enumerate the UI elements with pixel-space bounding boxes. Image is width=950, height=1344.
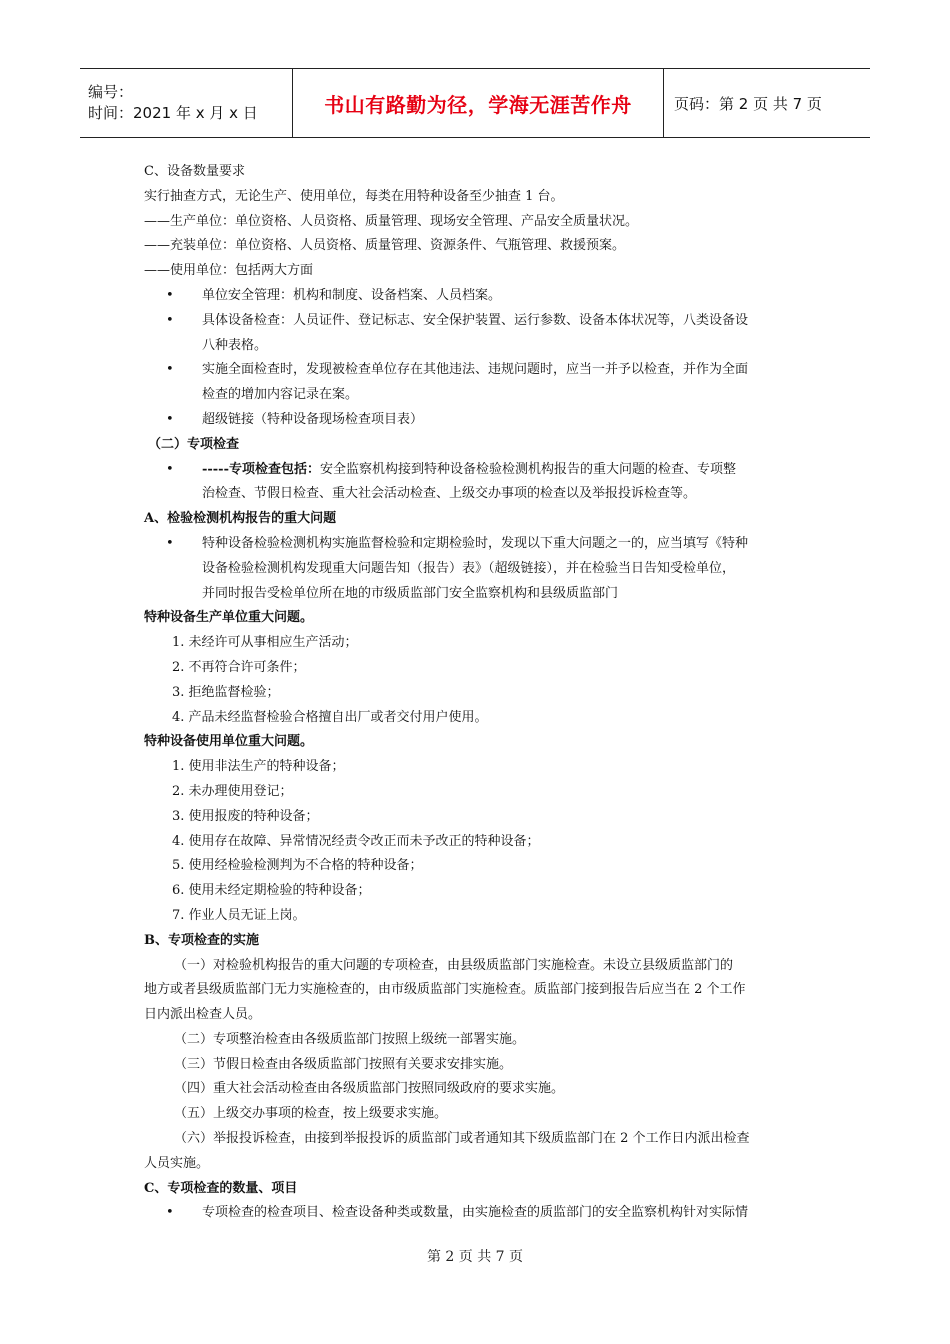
usage-issues-title: 特种设备使用单位重大问题。: [144, 734, 314, 750]
bullet-text: 检查的增加内容记录在案。: [202, 387, 359, 403]
bullet-item: [144, 532, 809, 606]
hyperlink-text[interactable]: 超级链接（特种设备现场检查项目表）: [202, 411, 424, 427]
list-item: 1. 使用非法生产的特种设备；: [172, 759, 345, 775]
paragraph: 实行抽查方式，无论生产、使用单位，每类在用特种设备至少抽查 1 台。: [144, 188, 564, 204]
bullet-item: [144, 309, 809, 359]
section-2-title: （二）专项检查: [148, 436, 240, 452]
bullet-dot: •: [166, 461, 174, 477]
bullet-item: [144, 358, 809, 408]
bullet-text: 治检查、节假日检查、重大社会活动检查、上级交办事项的检查以及举报投诉检查等。: [202, 486, 697, 502]
paragraph: ——生产单位：单位资格、人员资格、质量管理、现场安全管理、产品安全质量状况。: [144, 213, 639, 229]
bullet-item: [144, 458, 809, 508]
time-label: 时间：2021 年 x 月 x 日: [88, 104, 258, 122]
header-motto: [293, 69, 664, 137]
paragraph: （一）对检验机构报告的重大问题的专项检查，由县级质监部门实施检查。未设立县级质监部门的: [174, 957, 734, 973]
page-header: [80, 68, 870, 138]
list-item: 4. 使用存在故障、异常情况经责令改正而未予改正的特种设备；: [172, 833, 540, 849]
bullet-text: 特种设备检验检测机构实施监督检验和定期检验时，发现以下重大问题之一的，应当填写《特种: [202, 535, 749, 551]
section-c2-title: C、专项检查的数量、项目: [144, 1180, 298, 1196]
list-item: 3. 使用报废的特种设备；: [172, 808, 319, 824]
bullet-item: [144, 284, 809, 309]
bullet-text: 单位安全管理：机构和制度、设备档案、人员档案。: [202, 287, 502, 303]
bullet-text: 并同时报告受检单位所在地的市级质监部门安全监察机构和县级质监部门: [202, 585, 619, 601]
bullet-text: 实施全面检查时，发现被检查单位存在其他违法、违规问题时，应当一并予以检查，并作为全面: [202, 362, 749, 378]
list-item: 1. 未经许可从事相应生产活动；: [172, 635, 358, 651]
page-label: 页码：第 2 页 共 7 页: [674, 94, 822, 113]
bullet-text: 专项检查的检查项目、检查设备种类或数量，由实施检查的质监部门的安全监察机构针对实际情: [202, 1205, 749, 1221]
bullet-text: 八种表格。: [202, 337, 268, 353]
section-c-title: C、设备数量要求: [144, 164, 245, 179]
bullet-dot: •: [166, 1205, 174, 1221]
motto-text: 书山有路勤为径，学海无涯苦作舟: [324, 92, 632, 117]
list-item: 2. 未办理使用登记；: [172, 783, 293, 799]
paragraph: 地方或者县级质监部门无力实施检查的，由市级质监部门实施检查。质监部门接到报告后应当在 2 个工作: [144, 982, 746, 998]
list-item: 4. 产品未经监督检验合格擅自出厂或者交付用户使用。: [172, 709, 488, 725]
paragraph: ——使用单位：包括两大方面: [144, 263, 314, 279]
section-a-title: A、检验检测机构报告的重大问题: [144, 511, 337, 527]
production-issues-title: 特种设备生产单位重大问题。: [144, 610, 314, 626]
list-item: 5. 使用经检验检测判为不合格的特种设备；: [172, 858, 423, 874]
header-page: [664, 69, 870, 137]
code-label: 编号：: [88, 83, 134, 101]
bullet-bold-lead: -----专项检查包括：: [202, 461, 320, 477]
paragraph: 人员实施。: [144, 1155, 210, 1171]
section-b-title: B、专项检查的实施: [144, 932, 259, 948]
document-body: [144, 160, 809, 1226]
paragraph: （四）重大社会活动检查由各级质监部门按照同级政府的要求实施。: [174, 1081, 565, 1097]
bullet-dot: •: [166, 535, 174, 551]
paragraph: ——充装单位：单位资格、人员资格、质量管理、资源条件、气瓶管理、救援预案。: [144, 238, 626, 254]
list-item: 2. 不再符合许可条件；: [172, 659, 306, 675]
bullet-item: [144, 1201, 809, 1226]
list-item: 6. 使用未经定期检验的特种设备；: [172, 883, 371, 899]
bullet-dot: •: [166, 287, 174, 303]
list-item: 3. 拒绝监督检验；: [172, 684, 280, 700]
page-footer: [0, 1246, 950, 1266]
bullet-item: [144, 408, 809, 433]
paragraph: （六）举报投诉检查，由接到举报投诉的质监部门或者通知其下级质监部门在 2 个工作日内派出检查: [174, 1131, 750, 1147]
footer-page-number: 第 2 页 共 7 页: [426, 1249, 524, 1265]
header-meta: [80, 69, 293, 137]
bullet-text: 安全监察机构接到特种设备检验检测机构报告的重大问题的检查、专项整: [319, 461, 736, 477]
paragraph: （二）专项整治检查由各级质监部门按照上级统一部署实施。: [174, 1031, 526, 1047]
bullet-dot: •: [166, 312, 174, 328]
paragraph: （三）节假日检查由各级质监部门按照有关要求安排实施。: [174, 1056, 513, 1072]
bullet-text: 具体设备检查：人员证件、登记标志、安全保护装置、运行参数、设备本体状况等，八类设备设: [202, 312, 749, 328]
paragraph: （五）上级交办事项的检查，按上级要求实施。: [174, 1106, 448, 1122]
list-item: 7. 作业人员无证上岗。: [172, 907, 306, 923]
bullet-dot: •: [166, 362, 174, 378]
bullet-text: 设备检验检测机构发现重大问题告知（报告）表》（超级链接），并在检验当日告知受检单位，: [202, 560, 736, 576]
bullet-dot: •: [166, 411, 174, 427]
paragraph: 日内派出检查人员。: [144, 1007, 262, 1023]
